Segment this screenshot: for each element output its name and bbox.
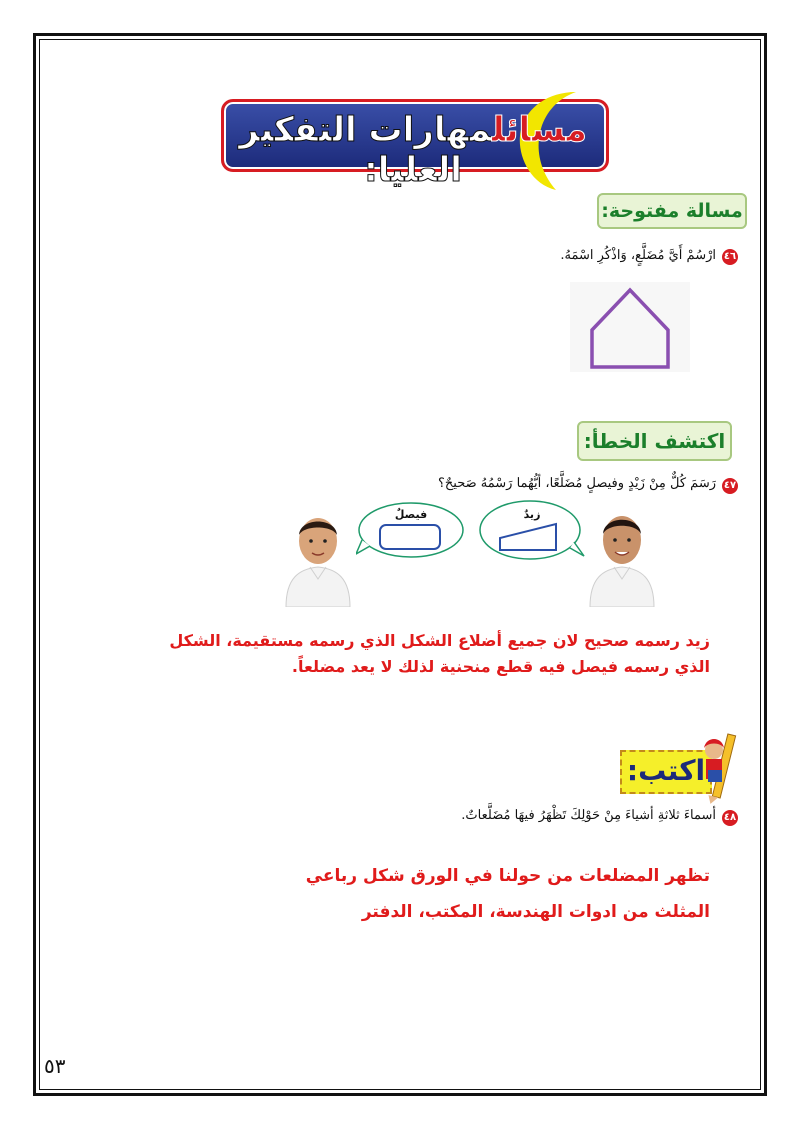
write-answer-line2: المثلث من ادوات الهندسة، المكتب، الدفتر [361,902,710,922]
faisal-label: فيصلٌ [394,508,428,521]
title-highlight: مسائل [491,110,587,150]
open-problem-heading: مسالة مفتوحة: [597,193,747,229]
house-pentagon-drawing [570,282,690,372]
write-heading: اكتب: [626,754,706,787]
find-error-question: رَسَمَ كُلٌّ مِنْ زَيْدٍ وفيصلٍ مُضَلَّعًا، أيُّهُما رَسْمُهُ صَحيحٌ؟ [438,476,716,491]
page-title [219,110,607,190]
open-problem-question: ارْسُمْ أَيَّ مُضَلَّعٍ، وَاذْكُرِ اسْمَهُ. [560,248,716,263]
girl-pencil-icon [700,728,740,806]
find-error-answer-line1: زيد رسمه صحيح لان جميع أضلاع الشكل الذي رسمه مستقيمة، الشكل [169,631,710,650]
boy-zaid-image [582,503,662,607]
page-number: ٥٣ [44,1054,66,1078]
zaid-label: زيدٌ [523,508,541,521]
write-answer-line1: تظهر المضلعات من حولنا في الورق شكل رباعي [305,866,710,886]
write-answer [300,858,710,930]
find-error-heading: اكتشف الخطأ: [577,421,732,461]
title-rest: مهارات التفكير العليا: [239,110,492,190]
find-error-answer [150,628,710,680]
find-error-answer-line2: الذي رسمه فيصل فيه قطع منحنية لذلك لا يعد مضلعاً. [291,657,710,676]
question-number-46: ٤٦ [722,249,738,265]
boy-faisal-image [278,505,358,607]
question-number-48: ٤٨ [722,810,738,826]
write-question: أسماءَ ثلاثةِ أشياءَ مِنْ حَوْلِكَ تَظْهَرُ فيهَا مُضَلَّعاتٌ. [461,808,716,823]
question-number-47: ٤٧ [722,478,738,494]
